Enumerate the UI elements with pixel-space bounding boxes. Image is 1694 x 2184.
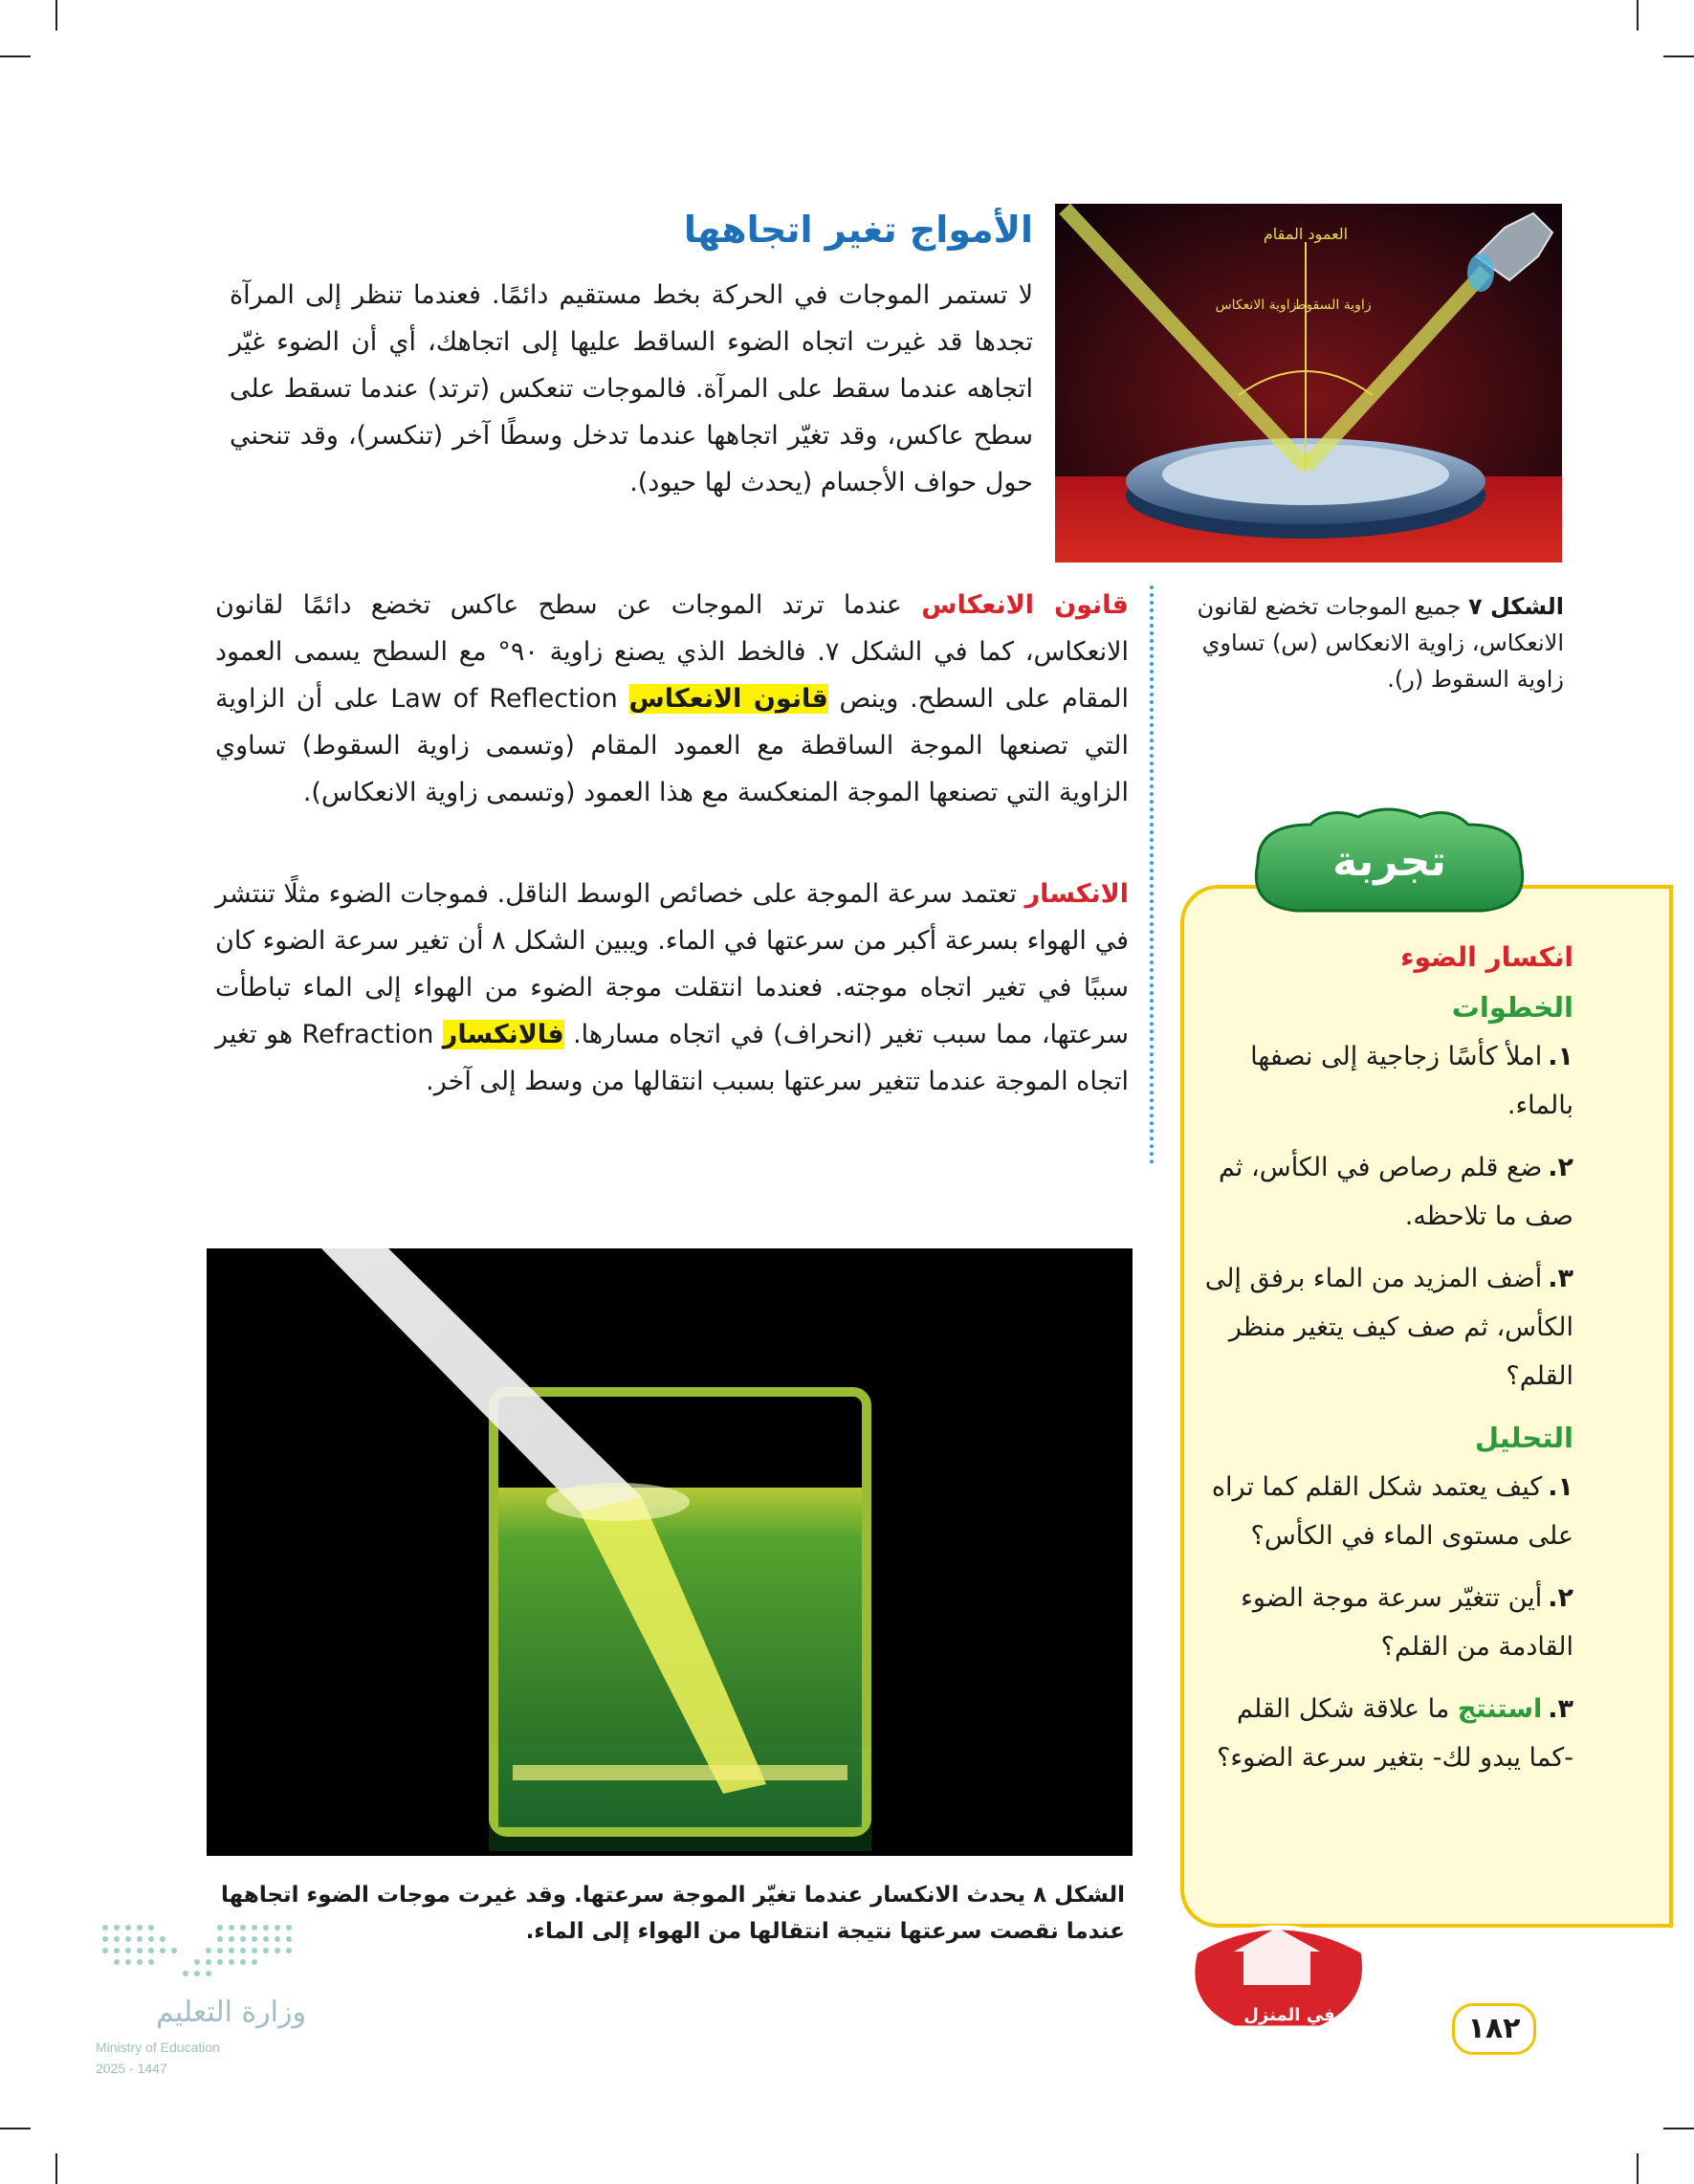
- crop-mark: [55, 2153, 57, 2184]
- refraction-term: الانكسار: [1024, 879, 1129, 909]
- step-text: أضف المزيد من الماء برفق إلى الكأس، ثم صف كيف يتغير منظر القلم؟: [1204, 1264, 1573, 1391]
- law-of-reflection-paragraph: [215, 582, 1129, 816]
- experiment-banner: تجربة: [1332, 837, 1446, 886]
- reflection-angle-label: زاوية الانعكاس: [1215, 298, 1297, 313]
- refraction-highlight: فالانكسار: [442, 1020, 564, 1049]
- crop-mark: [1663, 2128, 1694, 2129]
- crop-mark: [1663, 55, 1694, 57]
- refraction-text-2: Refraction هو تغير اتجاه الموجة عندما تتغير سرعتها بسبب انتقالها من وسط إلى آخر.: [215, 1020, 1129, 1096]
- analysis-number: ٣.: [1548, 1694, 1573, 1724]
- crop-mark: [0, 55, 31, 57]
- ministry-name-arabic: وزارة التعليم: [155, 1996, 306, 2029]
- analysis-item: [1196, 1574, 1573, 1671]
- steps-list: [1196, 1032, 1573, 1401]
- law-text-1: عندما ترتد الموجات عن سطح عاكس تخضع دائمًا لقانون الانعكاس، كما في الشكل ٧. فالخط الذي يصنع زاوية ٩٠° مع السطح يسمى العمود المقام على السطح. وينص: [215, 590, 1130, 714]
- law-text-2: Law of Reflection على أن الزاوية التي تصنعها الموجة الساقطة مع العمود المقام (وتسمى زاوية السقوط) تساوي الزاوية التي تصنعها الموجة المنعكسة مع هذا العمود (وتسمى زاوية الانعكاس).: [215, 684, 1129, 807]
- analysis-keyword: استنتج: [1457, 1694, 1543, 1724]
- ministry-year: 2025 - 1447: [96, 2061, 167, 2076]
- at-home-label: في المنزل: [1243, 2005, 1335, 2025]
- at-home-badge: [1177, 1913, 1377, 2038]
- step-item: [1196, 1254, 1573, 1401]
- experiment-title: انكسار الضوء: [1400, 941, 1573, 973]
- figure-7-caption-text: جميع الموجات تخضع لقانون الانعكاس، زاوية الانعكاس (س) تساوي زاوية السقوط (ر).: [1197, 593, 1564, 693]
- ministry-name-english: Ministry of Education: [96, 2040, 220, 2055]
- analysis-number: ١.: [1548, 1472, 1573, 1502]
- crop-mark: [0, 2128, 31, 2129]
- crop-mark: [1637, 2153, 1639, 2184]
- figure-7-number: الشكل ٧: [1467, 593, 1564, 620]
- law-highlight: قانون الانعكاس: [628, 684, 828, 714]
- section-title: الأمواج تغير اتجاهها: [683, 209, 1033, 251]
- analysis-number: ٢.: [1548, 1583, 1573, 1613]
- figure-8-refraction: [207, 1248, 1133, 1856]
- analysis-heading: التحليل: [1474, 1422, 1573, 1454]
- figure-7-caption: [1177, 588, 1564, 697]
- refraction-paragraph: [215, 871, 1129, 1105]
- figure-8-caption-text: يحدث الانكسار عندما تغيّر الموجة سرعتها. وقد غيرت موجات الضوء اتجاهها عندما نقصت سرعتها نتيجة انتقالها من الهواء إلى الماء.: [221, 1883, 1125, 1944]
- intro-paragraph: لا تستمر الموجات في الحركة بخط مستقيم دائمًا. فعندما تنظر إلى المرآة تجدها قد غيرت اتجاه الضوء الساقط عليها إلى اتجاهك، أي أن الضوء غيّر اتجاهه عندما سقط على المرآة. فالموجات تنعكس (ترتد) عندما تسقط على سطح عاكس، وقد تغيّر اتجاهها عندما تدخل وسطًا آخر (تنكسر)، وقد تنحني حول حواف الأجسام (يحدث لها حيود).: [230, 280, 1033, 497]
- step-number: ٢.: [1548, 1153, 1573, 1182]
- incidence-angle-label: زاوية السقوط: [1293, 298, 1372, 313]
- step-item: [1196, 1032, 1573, 1130]
- steps-heading: الخطوات: [1451, 991, 1573, 1024]
- crop-mark: [1637, 0, 1639, 31]
- analysis-text: كيف يعتمد شكل القلم كما تراه على مستوى الماء في الكأس؟: [1211, 1472, 1573, 1551]
- figure-8-caption: [207, 1877, 1125, 1950]
- crop-mark: [55, 0, 57, 31]
- step-item: [1196, 1143, 1573, 1241]
- page-number: ١٨٢: [1452, 2003, 1536, 2055]
- analysis-text: أين تتغيّر سرعة موجة الضوء القادمة من القلم؟: [1241, 1583, 1573, 1662]
- analysis-text: ما علاقة شكل القلم -كما يبدو لك- بتغير سرعة الضوء؟: [1217, 1694, 1573, 1773]
- figure-7-reflection: [1055, 204, 1562, 563]
- refraction-text-1: تعتمد سرعة الموجة على خصائص الوسط الناقل. فموجات الضوء مثلًا تنتشر في الهواء بسرعة أكبر من سرعتها في الماء. ويبين الشكل ٨ أن تغير سرعة الضوء كان سببًا في تغير اتجاه موجته. فعندما انتقلت موجة الضوء من الهواء إلى الماء تباطأت سرعتها، مما سبب تغير (انحراف) في اتجاه مسارها.: [215, 879, 1130, 1049]
- step-text: ضع قلم رصاص في الكأس، ثم صف ما تلاحظه.: [1218, 1153, 1573, 1231]
- step-number: ١.: [1548, 1042, 1573, 1071]
- figure-8-number: الشكل ٨: [1033, 1883, 1125, 1908]
- analysis-list: [1196, 1463, 1573, 1782]
- analysis-item: [1196, 1685, 1573, 1782]
- step-number: ٣.: [1548, 1264, 1573, 1293]
- law-term: قانون الانعكاس: [921, 590, 1129, 620]
- analysis-item: [1196, 1463, 1573, 1560]
- step-text: املأ كأسًا زجاجية إلى نصفها بالماء.: [1250, 1042, 1573, 1120]
- dotted-divider: [1150, 585, 1154, 1164]
- experiment-content: [1196, 933, 1573, 1796]
- normal-line-label: العمود المقام: [1263, 225, 1349, 243]
